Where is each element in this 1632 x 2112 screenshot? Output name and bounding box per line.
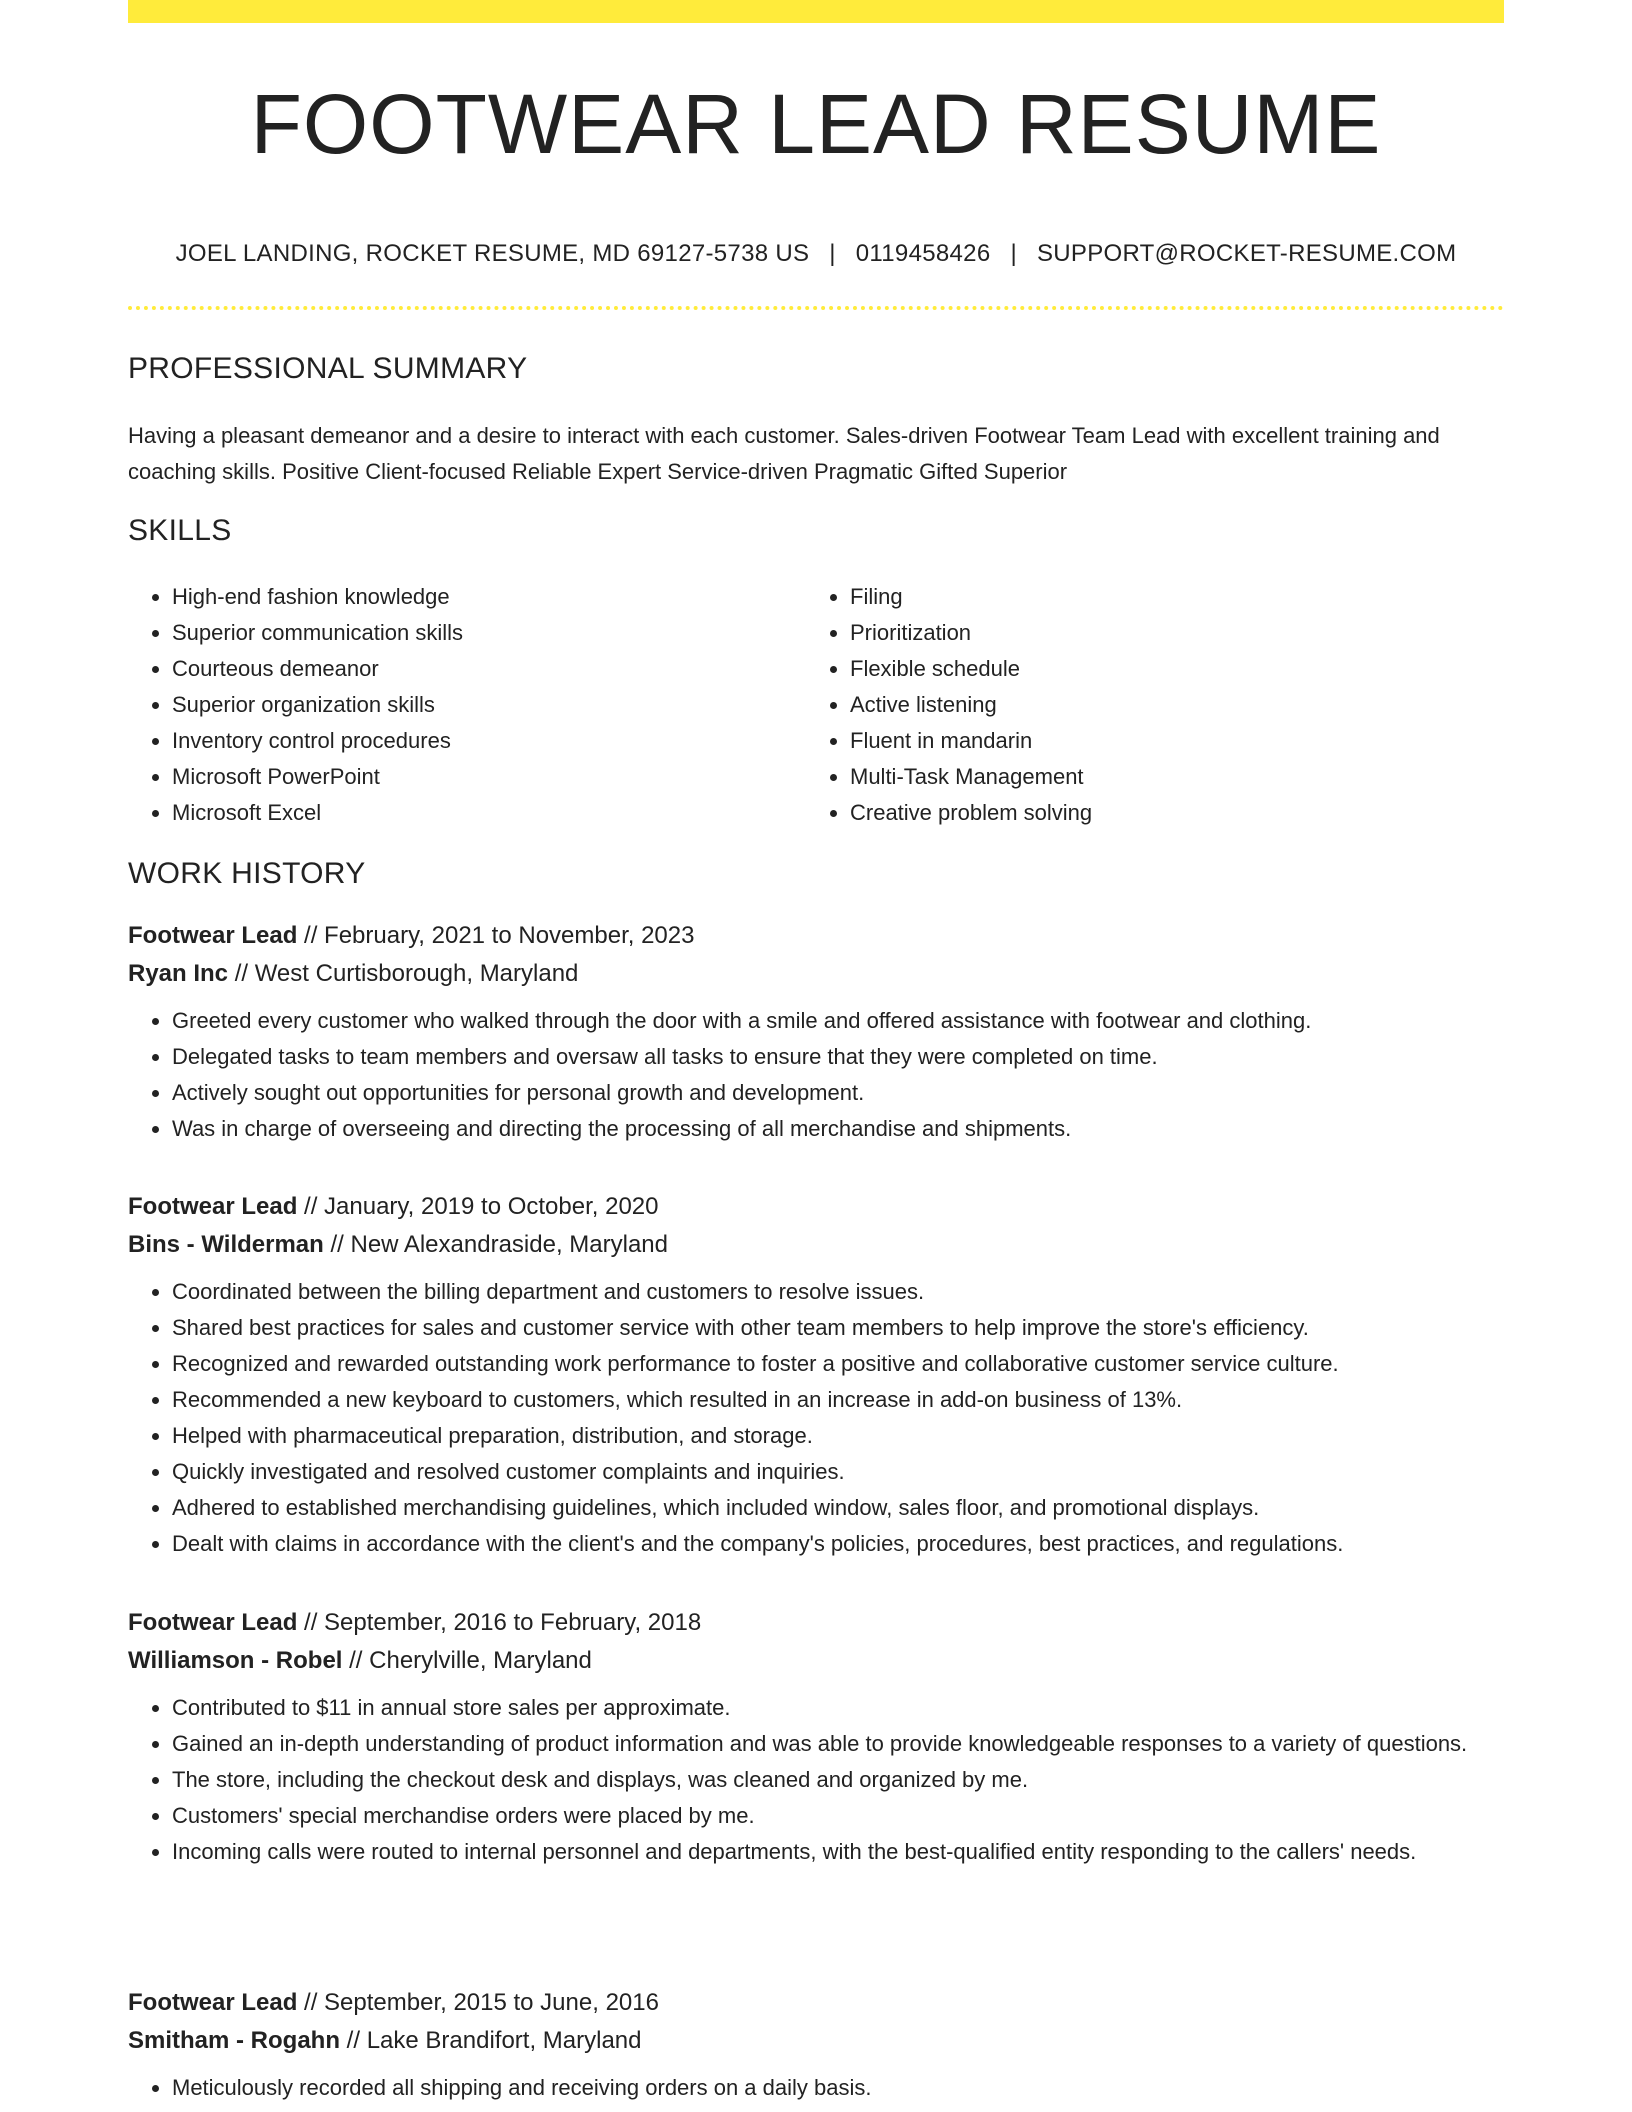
work-history-heading: WORK HISTORY xyxy=(128,857,366,890)
skill-item: • Filing xyxy=(850,579,1484,615)
job-location: Cherylville, Maryland xyxy=(369,1647,592,1674)
job-dates: January, 2019 to October, 2020 xyxy=(324,1193,659,1220)
skill-item: • Superior organization skills xyxy=(172,687,806,723)
job-title-line xyxy=(128,1188,1504,1226)
summary-text: Having a pleasant demeanor and a desire to interact with each customer. Sales-driven Footwear Team Lead with excellent training and coaching skills. Positive Client-focused Reliable Expert Service-driven Pragmatic Gifted Superior xyxy=(128,423,1440,484)
job-bullet: • Dealt with claims in accordance with the client's and the company's policies, procedures, best practices, and regulations. xyxy=(172,1526,1504,1562)
skills-column-right xyxy=(806,579,1484,831)
job-bullet: • Coordinated between the billing department and customers to resolve issues. xyxy=(172,1274,1504,1310)
job-bullet: • Quickly investigated and resolved customer complaints and inquiries. xyxy=(172,1454,1504,1490)
contact-line xyxy=(128,240,1504,268)
job-title: Footwear Lead xyxy=(128,1193,298,1220)
job-location: New Alexandraside, Maryland xyxy=(350,1231,668,1258)
dotted-divider xyxy=(128,306,1504,310)
job-bullet: • Contributed to $11 in annual store sales per approximate. xyxy=(172,1690,1504,1726)
job-company-line xyxy=(128,955,1504,993)
job-separator: // xyxy=(340,2027,367,2054)
skills-list xyxy=(128,579,1504,831)
job-separator: // xyxy=(323,1231,351,1258)
job-bullet: • Shared best practices for sales and customer service with other team members to help improve the store's efficiency. xyxy=(172,1310,1504,1346)
skill-item: • Creative problem solving xyxy=(850,795,1484,831)
job-title-line xyxy=(128,917,1504,955)
job-company-line xyxy=(128,1642,1504,1680)
skill-item: • Superior communication skills xyxy=(172,615,806,651)
job-bullet: • Meticulously recorded all shipping and receiving orders on a daily basis. xyxy=(172,2070,1504,2106)
job-bullets xyxy=(128,2070,1504,2106)
skills-column-left xyxy=(128,579,806,831)
contact-address: JOEL LANDING, ROCKET RESUME, MD 69127-5738 US xyxy=(175,240,810,267)
job-title-line xyxy=(128,1604,1504,1642)
job-bullet: • Recommended a new keyboard to customers, which resulted in an increase in add-on business of 13%. xyxy=(172,1382,1504,1418)
job-bullet: • Actively sought out opportunities for personal growth and development. xyxy=(172,1075,1504,1111)
skill-item: • High-end fashion knowledge xyxy=(172,579,806,615)
job-bullet: • Helped with pharmaceutical preparation, distribution, and storage. xyxy=(172,1418,1504,1454)
job-dates: September, 2015 to June, 2016 xyxy=(324,1989,659,2016)
contact-email: SUPPORT@ROCKET-RESUME.COM xyxy=(1036,240,1457,267)
job-separator: // xyxy=(297,1193,325,1220)
job-separator: // xyxy=(297,1989,325,2016)
job-dates: February, 2021 to November, 2023 xyxy=(324,922,695,949)
job-bullet: • Incoming calls were routed to internal personnel and departments, with the best-qualified entity responding to the callers' needs. xyxy=(172,1834,1504,1870)
job-bullets xyxy=(128,1003,1504,1147)
job-title: Footwear Lead xyxy=(128,1989,298,2016)
job-entry xyxy=(128,1604,1504,1870)
job-location: West Curtisborough, Maryland xyxy=(254,960,579,987)
skills-heading: SKILLS xyxy=(128,514,232,547)
job-title: Footwear Lead xyxy=(128,922,298,949)
job-separator: // xyxy=(297,1609,325,1636)
accent-top-bar xyxy=(128,0,1504,23)
skill-item: • Microsoft PowerPoint xyxy=(172,759,806,795)
job-bullet: • The store, including the checkout desk and displays, was cleaned and organized by me. xyxy=(172,1762,1504,1798)
job-location: Lake Brandifort, Maryland xyxy=(366,2027,642,2054)
contact-separator: | xyxy=(829,240,836,267)
job-bullet: • Gained an in-depth understanding of product information and was able to provide knowledgeable responses to a variety of questions. xyxy=(172,1726,1504,1762)
summary-heading: PROFESSIONAL SUMMARY xyxy=(128,352,528,385)
job-title: Footwear Lead xyxy=(128,1609,298,1636)
page-title: FOOTWEAR LEAD RESUME xyxy=(250,77,1382,171)
skill-item: • Prioritization xyxy=(850,615,1484,651)
job-company: Smitham - Rogahn xyxy=(128,2027,341,2054)
job-company-line xyxy=(128,1226,1504,1264)
skill-item: • Inventory control procedures xyxy=(172,723,806,759)
job-separator: // xyxy=(228,960,255,987)
job-bullet: • Adhered to established merchandising guidelines, which included window, sales floor, and promotional displays. xyxy=(172,1490,1504,1526)
job-company: Bins - Wilderman xyxy=(128,1231,324,1258)
job-entry xyxy=(128,1188,1504,1562)
skill-item: • Multi-Task Management xyxy=(850,759,1484,795)
job-entry xyxy=(128,1984,1504,2106)
job-dates: September, 2016 to February, 2018 xyxy=(324,1609,702,1636)
job-bullets xyxy=(128,1274,1504,1562)
job-company: Williamson - Robel xyxy=(128,1647,343,1674)
job-bullet: • Was in charge of overseeing and directing the processing of all merchandise and shipments. xyxy=(172,1111,1504,1147)
skill-item: • Flexible schedule xyxy=(850,651,1484,687)
job-bullet: • Recognized and rewarded outstanding work performance to foster a positive and collaborative customer service culture. xyxy=(172,1346,1504,1382)
job-company-line xyxy=(128,2022,1504,2060)
skill-item: • Active listening xyxy=(850,687,1484,723)
job-bullets xyxy=(128,1690,1504,1870)
job-title-line xyxy=(128,1984,1504,2022)
job-separator: // xyxy=(342,1647,370,1674)
skill-item: • Microsoft Excel xyxy=(172,795,806,831)
job-separator: // xyxy=(297,922,325,949)
skill-item: • Courteous demeanor xyxy=(172,651,806,687)
job-company: Ryan Inc xyxy=(128,960,229,987)
job-entry xyxy=(128,917,1504,1147)
skill-item: • Fluent in mandarin xyxy=(850,723,1484,759)
job-bullet: • Delegated tasks to team members and oversaw all tasks to ensure that they were completed on time. xyxy=(172,1039,1504,1075)
job-bullet: • Greeted every customer who walked through the door with a smile and offered assistance with footwear and clothing. xyxy=(172,1003,1504,1039)
job-bullet: • Customers' special merchandise orders were placed by me. xyxy=(172,1798,1504,1834)
contact-separator: | xyxy=(1010,240,1017,267)
contact-phone: 0119458426 xyxy=(855,240,991,267)
